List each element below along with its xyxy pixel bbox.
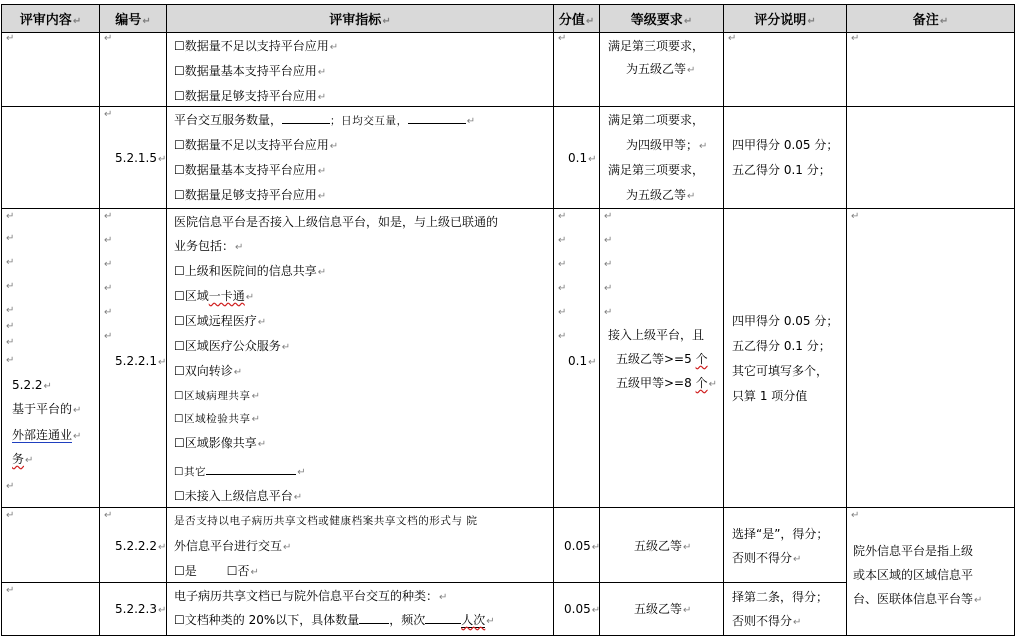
indicator-text: 是否支持以电子病历共享文档或健康档案共享文档的形式与 院 — [174, 515, 478, 527]
grade-text: 五级乙等 — [634, 602, 683, 616]
note-cell: ↵ — [724, 33, 847, 107]
grade-text: 五级乙等>=5 个 — [616, 352, 708, 366]
checkbox-option[interactable]: ☐数据量基本支持平台应用 — [174, 163, 317, 177]
header-note: 评分说明↵ — [724, 5, 847, 33]
note-text: 否则不得分 — [732, 551, 793, 565]
remark-text: 院外信息平台是指上级 — [853, 544, 974, 558]
grade-cell: 五级乙等↵ — [600, 583, 724, 636]
note-text: 其它可填写多个， — [732, 364, 829, 378]
id-cell: ↵ ↵ ↵ ↵ ↵ ↵ 5.2.2.1↵ — [100, 209, 167, 508]
indicator-text: ，频次 — [389, 613, 426, 627]
score-value: 0.05 — [564, 539, 591, 553]
grade-text: 为五级乙等 — [626, 188, 687, 202]
evaluation-table — [1, 4, 1015, 636]
id-cell: ↵ 5.2.1.5↵ — [100, 107, 167, 209]
checkbox-option[interactable]: ☐数据量基本支持平台应用 — [174, 64, 317, 78]
score-cell: ↵ ↵ ↵ ↵ ↵ ↵ 0.1↵ — [554, 209, 600, 508]
header-row — [2, 5, 1015, 33]
fill-blank[interactable] — [408, 112, 466, 124]
checkbox-option[interactable]: ☐其它 — [174, 466, 207, 478]
grade-text: 为四级甲等； — [626, 138, 699, 152]
note-text: 四甲得分 0.05 分； — [732, 138, 839, 152]
table-row — [2, 209, 1015, 508]
checkbox-option[interactable]: ☐区域影像共享 — [174, 436, 257, 450]
note-text: 择第二条，得分； — [732, 590, 829, 604]
checkbox-option[interactable]: ☐上级和医院间的信息共享 — [174, 264, 317, 278]
id-cell: ↵ 5.2.2.2↵ — [100, 508, 167, 583]
header-grade: 等级要求↵ — [600, 5, 724, 33]
item-id: 5.2.2.2 — [115, 539, 157, 553]
table-row — [2, 33, 1015, 107]
item-id: 5.2.2.1 — [115, 354, 157, 368]
indicator-text: 医院信息平台是否接入上级信息平台，如是，与上级已联通的 — [174, 215, 499, 229]
indicator-text: 电子病历共享文档已与院外信息平台交互的种类： — [174, 589, 439, 603]
grade-text: 五级甲等>=8 个 — [616, 376, 708, 390]
indicator-cell: 平台交互服务数量， ；日均交互量， ↵ ☐数据量不足以支持平台应用↵ ☐数据量基本支持平台应用↵ ☐数据量足够支持平台应用↵ — [167, 107, 554, 209]
remark-cell: ↵ — [847, 209, 1015, 508]
grade-text: 满足第二项要求， — [608, 113, 705, 127]
remark-cell: ↵ 院外信息平台是指上级 或本区域的区域信息平 台、医联体信息平台等↵ — [847, 508, 1015, 636]
remark-cell: ↵ — [847, 33, 1015, 107]
indicator-text: 人次 — [461, 613, 486, 627]
yes-checkbox[interactable]: ☐是 — [174, 564, 197, 578]
note-text: 否则不得分 — [732, 614, 793, 628]
checkbox-option[interactable]: ☐区域远程医疗 — [174, 314, 257, 328]
fill-blank[interactable] — [282, 112, 330, 124]
indicator-cell: 电子病历共享文档已与院外信息平台交互的种类：↵ ☐文档种类的 20%以下，具体数量 ，频次 人次↵ — [167, 583, 554, 636]
note-cell — [724, 107, 847, 209]
checkbox-option[interactable]: ☐未接入上级信息平台 — [174, 489, 293, 503]
indicator-cell: 医院信息平台是否接入上级信息平台，如是，与上级已联通的 业务包括：↵ ☐上级和医院间的信息共享↵ ☐区域一卡通↵ ☐区域远程医疗↵ ☐区域医疗公众服务↵ ☐双向转诊↵ ☐区域病理共享↵ ☐区域检验共享↵ ☐区域影像共享↵ ☐其它 ↵ ☐未接入上级信息平台↵ — [167, 209, 554, 508]
fill-blank[interactable] — [206, 463, 296, 475]
score-value: 0.05 — [564, 602, 591, 616]
indicator-text: 业务包括： — [174, 239, 235, 253]
content-cell: ↵ — [2, 508, 100, 583]
grade-text: 满足第三项要求， — [608, 163, 705, 177]
indicator-text: ；日均交互量， — [330, 115, 408, 127]
note-cell: 选择“是”，得分； 否则不得分↵ — [724, 508, 847, 583]
checkbox-option[interactable]: ☐区域医疗公众服务 — [174, 339, 281, 353]
checkbox-option[interactable]: ☐数据量足够支持平台应用 — [174, 188, 317, 202]
content-text: 基于平台的 — [12, 402, 73, 416]
id-cell: ↵ — [100, 33, 167, 107]
checkbox-option[interactable]: ☐区域检验共享 — [174, 413, 251, 425]
content-text: 外部连通业 — [12, 428, 73, 442]
score-value: 0.1 — [568, 354, 588, 368]
indicator-cell: 是否支持以电子病历共享文档或健康档案共享文档的形式与 院 外信息平台进行交互↵ ☐是 ☐否↵ — [167, 508, 554, 583]
note-text: 五乙得分 0.1 分； — [732, 163, 831, 177]
score-value: 0.1 — [568, 151, 588, 165]
grade-text: 为五级乙等 — [626, 62, 687, 76]
header-remark: 备注↵ — [847, 5, 1015, 33]
header-id: 编号↵ — [100, 5, 167, 33]
table-row — [2, 107, 1015, 209]
content-cell: ↵ — [2, 33, 100, 107]
indicator-text: 外信息平台进行交互 — [174, 539, 283, 553]
id-cell: 5.2.2.3↵ — [100, 583, 167, 636]
grade-cell: 满足第三项要求， 为五级乙等↵ — [600, 33, 724, 107]
table-row — [2, 508, 1015, 583]
checkbox-option[interactable]: ☐区域一卡通 — [174, 289, 245, 303]
content-cell — [2, 107, 100, 209]
indicator-text: 平台交互服务数量， — [174, 113, 283, 127]
checkbox-option[interactable]: ☐数据量不足以支持平台应用 — [174, 39, 329, 53]
content-cell: ↵ — [2, 583, 100, 636]
grade-text: 满足第三项要求， — [608, 39, 705, 53]
grade-text: 五级乙等 — [634, 539, 683, 553]
checkbox-option[interactable]: ☐数据量足够支持平台应用 — [174, 89, 317, 103]
checkbox-option[interactable]: ☐文档种类的 20%以下，具体数量 — [174, 613, 360, 627]
fill-blank[interactable] — [425, 612, 461, 624]
grade-cell: 五级乙等↵ — [600, 508, 724, 583]
remark-text: 台、医联体信息平台等 — [853, 592, 974, 606]
note-cell — [724, 209, 847, 508]
score-cell: ↵ — [554, 33, 600, 107]
item-id: 5.2.2.3 — [115, 602, 157, 616]
item-id: 5.2.1.5 — [115, 151, 157, 165]
note-text: 只算 1 项分值 — [732, 389, 808, 403]
checkbox-option[interactable]: ☐数据量不足以支持平台应用 — [174, 138, 329, 152]
header-content: 评审内容↵ — [2, 5, 100, 33]
no-checkbox[interactable]: ☐否 — [226, 564, 250, 578]
checkbox-option[interactable]: ☐区域病理共享 — [174, 390, 251, 402]
remark-cell — [847, 107, 1015, 209]
header-indicator: 评审指标↵ — [167, 5, 554, 33]
score-cell: 0.1↵ — [554, 107, 600, 209]
checkbox-option[interactable]: ☐双向转诊 — [174, 364, 233, 378]
content-id: 5.2.2 — [12, 378, 43, 392]
grade-cell: ↵ ↵ ↵ ↵ ↵ 接入上级平台，且 五级乙等>=5 个 五级甲等>=8 个↵ — [600, 209, 724, 508]
score-cell: 0.05↵ — [554, 583, 600, 636]
grade-cell: 满足第二项要求， 为四级甲等；↵ 满足第三项要求， 为五级乙等↵ — [600, 107, 724, 209]
note-text: 五乙得分 0.1 分； — [732, 339, 831, 353]
header-score: 分值↵ — [554, 5, 600, 33]
note-text: 选择“是”，得分； — [732, 527, 829, 541]
fill-blank[interactable] — [359, 612, 389, 624]
note-text: 四甲得分 0.05 分； — [732, 314, 839, 328]
content-text: 务 — [12, 452, 25, 466]
note-cell: 择第二条，得分； 否则不得分↵ — [724, 583, 847, 636]
grade-text: 接入上级平台，且 — [608, 328, 705, 342]
score-cell: 0.05↵ — [554, 508, 600, 583]
content-cell: ↵ ↵ ↵ ↵ ↵ ↵ ↵ ↵ 5.2.2↵ 基于平台的↵ 外部连通业↵ 务↵ ↵ — [2, 209, 100, 508]
indicator-cell: ☐数据量不足以支持平台应用↵ ☐数据量基本支持平台应用↵ ☐数据量足够支持平台应用↵ — [167, 33, 554, 107]
remark-text: 或本区域的区域信息平 — [853, 568, 974, 582]
